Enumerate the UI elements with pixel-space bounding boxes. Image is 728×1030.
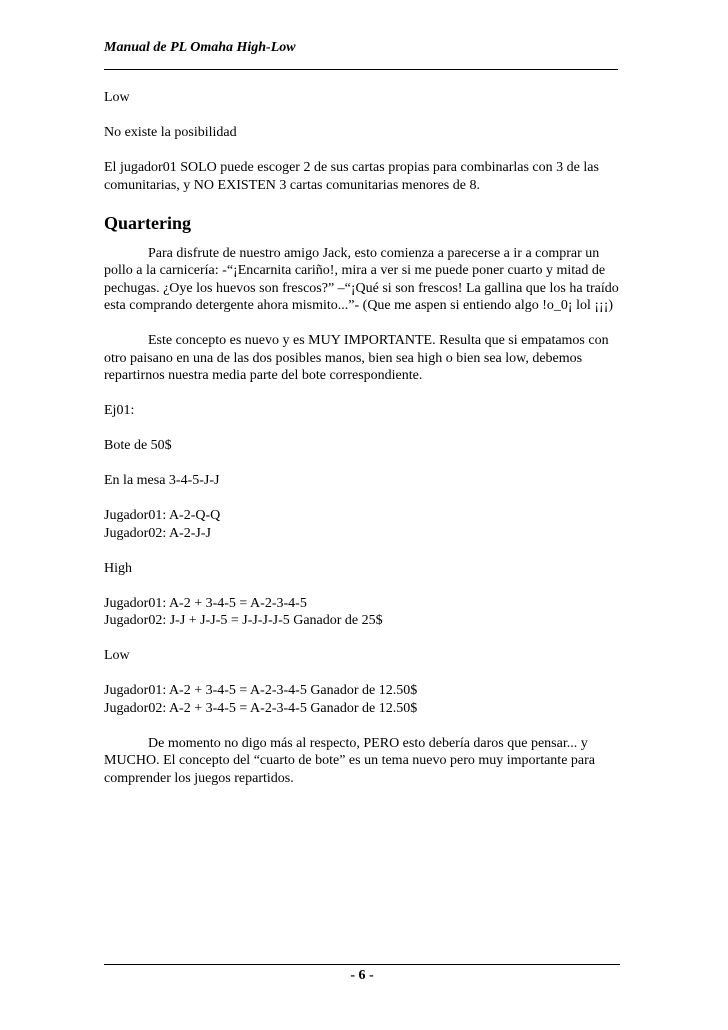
high-label: High [104, 560, 132, 576]
document-page [104, 0, 624, 1030]
closing-paragraph: De momento no digo más al respecto, PERO esto debería daros que pensar... y MUCHO. El concepto del “cuarto de bote” es un tema nuevo pero muy importante para comprender los juegos repartidos. [104, 735, 596, 786]
high-result-line: Jugador01: A-2 + 3-4-5 = A-2-3-4-5 [104, 595, 307, 611]
no-option-text: No existe la posibilidad [104, 125, 237, 140]
header-divider [104, 69, 618, 70]
low-result-line: Jugador02: A-2 + 3-4-5 = A-2-3-4-5 Ganador de 12.50$ [104, 700, 418, 716]
quartering-paragraph-1: Para disfrute de nuestro amigo Jack, esto comienza a parecerse a ir a comprar un pollo a la carnicería: -“¡Encarnita cariño!, mira a ver si me puede poner cuarto y mitad de pechugas. ¿Oye los huevos son frescos?” –“¡Qué si son frescos! La gallina que los ha traído esta comprando detergente ahora mismito...”- (Que me aspen si entiendo algo !o_0¡ lol ¡¡¡) [104, 245, 619, 313]
page-content [104, 89, 624, 805]
board-cards: En la mesa 3-4-5-J-J [104, 473, 220, 488]
low-label: Low [104, 90, 130, 105]
high-result-line: Jugador02: J-J + J-J-5 = J-J-J-J-5 Ganador de 25$ [104, 613, 383, 628]
pot-size: Bote de 50$ [104, 438, 172, 453]
hand-line: Jugador02: A-2-J-J [104, 525, 211, 541]
page-number: - 6 - [350, 968, 374, 983]
example-label: Ej01: [104, 403, 135, 418]
quartering-paragraph-2: Este concepto es nuevo y es MUY IMPORTANTE. Resulta que si empatamos con otro paisano en una de las dos posibles manos, bien sea high o bien sea low, debemos repartirnos nuestra media parte del bote correspondiente. [104, 333, 609, 383]
explanation-paragraph: El jugador01 SOLO puede escoger 2 de sus cartas propias para combinarlas con 3 de las comunitarias, y NO EXISTEN 3 cartas comunitarias menores de 8. [104, 160, 599, 193]
low-label-2: Low [104, 648, 130, 663]
section-heading: Quartering [104, 212, 191, 233]
footer-divider [104, 964, 620, 965]
low-result-line: Jugador01: A-2 + 3-4-5 = A-2-3-4-5 Ganador de 12.50$ [104, 683, 418, 698]
running-header: Manual de PL Omaha High-Low [104, 40, 296, 55]
hand-line: Jugador01: A-2-Q-Q [104, 508, 221, 523]
